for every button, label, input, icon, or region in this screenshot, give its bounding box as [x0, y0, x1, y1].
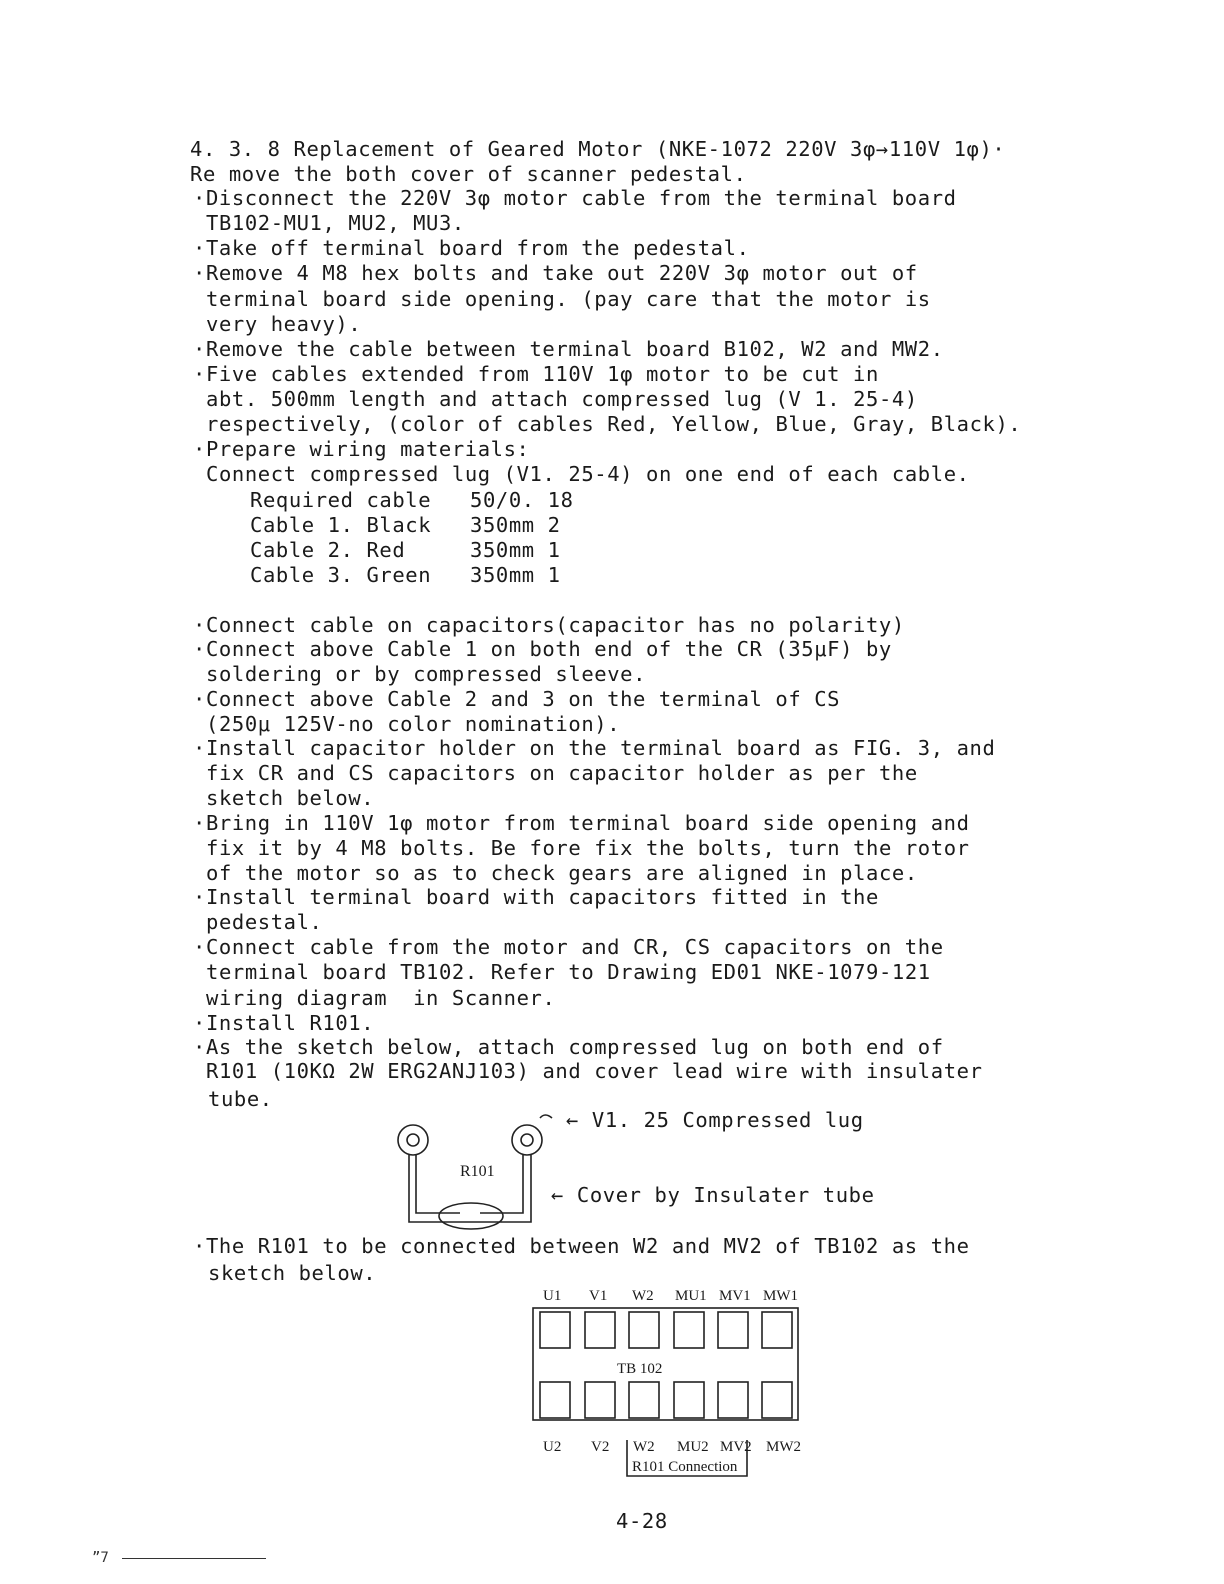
terminal-board-outline: [533, 1308, 798, 1420]
text-line: ·Connect cable from the motor and CR, CS capacitors on the: [193, 935, 944, 959]
text-line: ·Connect cable on capacitors(capacitor has no polarity): [193, 613, 905, 637]
terminal-label-w2-bottom: W2: [633, 1439, 655, 1455]
board-label: TB 102: [617, 1361, 663, 1377]
top-terminal-mw1: [762, 1312, 792, 1348]
text-line: ·Prepare wiring materials:: [193, 437, 530, 461]
terminal-label-mv2: MV2: [720, 1439, 752, 1455]
text-line: ·Install terminal board with capacitors fitted in the: [193, 885, 879, 909]
text-line: very heavy).: [206, 312, 362, 336]
text-line: Connect compressed lug (V1. 25-4) on one end of each cable.: [206, 462, 970, 486]
top-terminal-mv1: [718, 1312, 748, 1348]
bottom-terminal-mv2: [718, 1382, 748, 1418]
text-line: R101 (10KΩ 2W ERG2ANJ103) and cover lead wire with insulater: [206, 1059, 983, 1083]
text-line: Re move the both cover of scanner pedestal.: [190, 162, 747, 186]
top-terminal-u1: [540, 1312, 570, 1348]
terminal-label-mu1: MU1: [675, 1288, 707, 1304]
terminal-label-v2: V2: [591, 1439, 610, 1455]
cable-table-row: Required cable 50/0. 18: [250, 488, 574, 512]
text-line: ·Remove 4 M8 hex bolts and take out 220V 3φ motor out of: [193, 261, 918, 285]
text-line: ·Install capacitor holder on the terminal board as FIG. 3, and: [193, 736, 996, 760]
text-line: ·Take off terminal board from the pedestal.: [193, 236, 750, 260]
text-line: sketch below.: [208, 1261, 377, 1285]
text-line: ·The R101 to be connected between W2 and MV2 of TB102 as the: [193, 1234, 970, 1258]
section-heading: 4. 3. 8 Replacement of Geared Motor (NKE-1072 220V 3φ→110V 1φ)·: [190, 137, 1006, 161]
text-line: sketch below.: [206, 786, 375, 810]
top-terminal-mu1: [674, 1312, 704, 1348]
terminal-label-mw1: MW1: [763, 1288, 798, 1304]
text-line: tube.: [208, 1087, 273, 1111]
bottom-terminal-w2: [629, 1382, 659, 1418]
terminal-label-w2: W2: [632, 1288, 654, 1304]
text-line: abt. 500mm length and attach compressed lug (V 1. 25-4): [206, 387, 918, 411]
text-line: (250μ 125V-no color nomination).: [206, 712, 621, 736]
text-line: terminal board side opening. (pay care that the motor is: [206, 287, 931, 311]
text-line: ·Remove the cable between terminal board B102, W2 and MW2.: [193, 337, 944, 361]
bottom-terminal-mu2: [674, 1382, 704, 1418]
text-line: fix it by 4 M8 bolts. Be fore fix the bolts, turn the rotor: [206, 836, 970, 860]
text-line: respectively, (color of cables Red, Yellow, Blue, Gray, Black).: [206, 412, 1022, 436]
bottom-terminal-mw2: [762, 1382, 792, 1418]
resistor-label: R101: [460, 1163, 495, 1180]
terminal-label-u1: U1: [543, 1288, 562, 1304]
bottom-terminal-u2: [540, 1382, 570, 1418]
text-line: ·Install R101.: [193, 1011, 375, 1035]
terminal-label-mw2: MW2: [766, 1439, 801, 1455]
text-line: TB102-MU1, MU2, MU3.: [206, 211, 465, 235]
text-line: soldering or by compressed sleeve.: [206, 662, 647, 686]
top-terminal-w2: [629, 1312, 659, 1348]
text-line: terminal board TB102. Refer to Drawing ED01 NKE-1079-121: [206, 960, 931, 984]
top-terminal-v1: [585, 1312, 615, 1348]
text-line: wiring diagram in Scanner.: [206, 986, 556, 1010]
lug-note: ← V1. 25 Compressed lug: [566, 1108, 864, 1132]
text-line: ·Bring in 110V 1φ motor from terminal board side opening and: [193, 811, 970, 835]
page-number: 4-28: [616, 1509, 668, 1533]
text-line: ·Connect above Cable 1 on both end of the CR (35μF) by: [193, 637, 892, 661]
cable-table-row: Cable 1. Black 350mm 2: [250, 513, 561, 537]
corner-mark: ”7: [92, 1550, 109, 1566]
text-line: of the motor so as to check gears are aligned in place.: [206, 861, 918, 885]
r101-connection-label: R101 Connection: [632, 1459, 738, 1475]
bottom-terminal-v2: [585, 1382, 615, 1418]
terminal-label-mu2: MU2: [677, 1439, 709, 1455]
tube-note: ← Cover by Insulater tube: [551, 1183, 875, 1207]
footer-rule: [122, 1558, 266, 1559]
text-line: ·Disconnect the 220V 3φ motor cable from the terminal board: [193, 186, 957, 210]
text-line: ·Connect above Cable 2 and 3 on the terminal of CS: [193, 687, 841, 711]
text-line: ·As the sketch below, attach compressed lug on both end of: [193, 1035, 944, 1059]
terminal-label-mv1: MV1: [719, 1288, 751, 1304]
terminal-label-v1: V1: [589, 1288, 608, 1304]
text-line: pedestal.: [206, 910, 323, 934]
cable-table-row: Cable 2. Red 350mm 1: [250, 538, 561, 562]
text-line: fix CR and CS capacitors on capacitor holder as per the: [206, 761, 918, 785]
terminal-label-u2: U2: [543, 1439, 562, 1455]
cable-table-row: Cable 3. Green 350mm 1: [250, 563, 561, 587]
text-line: ·Five cables extended from 110V 1φ motor to be cut in: [193, 362, 879, 386]
